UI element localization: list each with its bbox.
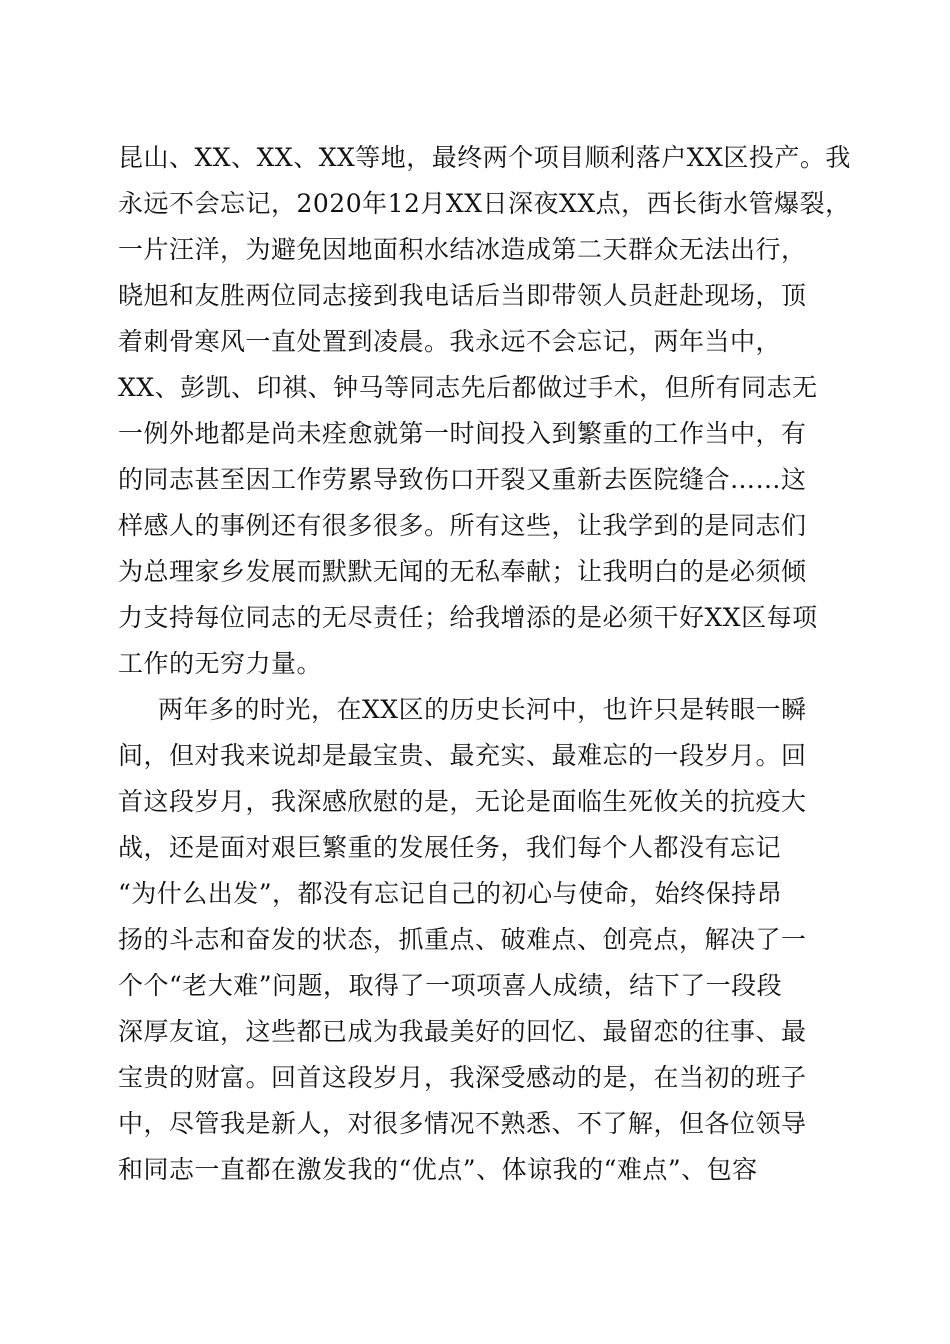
text-line: 中，尽管我是新人，对很多情况不熟悉、不了解，但各位领导	[118, 1109, 807, 1138]
text-line: 一例外地都是尚未痊愈就第一时间投入到繁重的工作当中，有	[118, 419, 807, 448]
text-line: 为总理家乡发展而默默无闻的无私奉献；让我明白的是必须倾	[118, 557, 807, 586]
text-line: 深厚友谊，这些都已成为我最美好的回忆、最留恋的往事、最	[118, 1017, 807, 1046]
text-line: 工作的无穷力量。	[118, 649, 323, 678]
text-line: XX、彭凯、印祺、钟马等同志先后都做过手术，但所有同志无	[118, 373, 818, 402]
text-line: 扬的斗志和奋发的状态，抓重点、破难点、创亮点，解决了一	[118, 925, 807, 954]
text-line: 和同志一直都在激发我的“优点”、体谅我的“难点”、包容	[118, 1155, 758, 1184]
text-line: 个个“老大难”问题，取得了一项项喜人成绩，结下了一段段	[118, 971, 783, 1000]
text-line: 晓旭和友胜两位同志接到我电话后当即带领人员赶赴现场，顶	[118, 281, 807, 310]
text-line: 样感人的事例还有很多很多。所有这些，让我学到的是同志们	[118, 511, 807, 540]
text-line: 的同志甚至因工作劳累导致伤口开裂又重新去医院缝合……这	[118, 465, 807, 494]
text-line: 一片汪洋，为避免因地面积水结冰造成第二天群众无法出行，	[118, 235, 807, 264]
text-line: 战，还是面对艰巨繁重的发展任务，我们每个人都没有忘记	[118, 833, 782, 862]
text-line: 间，但对我来说却是最宝贵、最充实、最难忘的一段岁月。回	[118, 741, 807, 770]
text-line: 首这段岁月，我深感欣慰的是，无论是面临生死攸关的抗疫大	[118, 787, 807, 816]
text-line: “为什么出发”，都没有忘记自己的初心与使命，始终保持昂	[118, 879, 783, 908]
text-line: 昆山、XX、XX、XX等地，最终两个项目顺利落户XX区投产。我	[118, 143, 851, 172]
paragraph-first-line: 两年多的时光，在XX区的历史长河中，也许只是转眼一瞬	[158, 695, 807, 724]
text-line: 宝贵的财富。回首这段岁月，我深受感动的是，在当初的班子	[118, 1063, 807, 1092]
text-line: 永远不会忘记，2020年12月XX日深夜XX点，西长街水管爆裂，	[118, 189, 851, 218]
text-line: 着刺骨寒风一直处置到凌晨。我永远不会忘记，两年当中，	[118, 327, 782, 356]
text-line: 力支持每位同志的无尽责任；给我增添的是必须干好XX区每项	[118, 603, 818, 632]
